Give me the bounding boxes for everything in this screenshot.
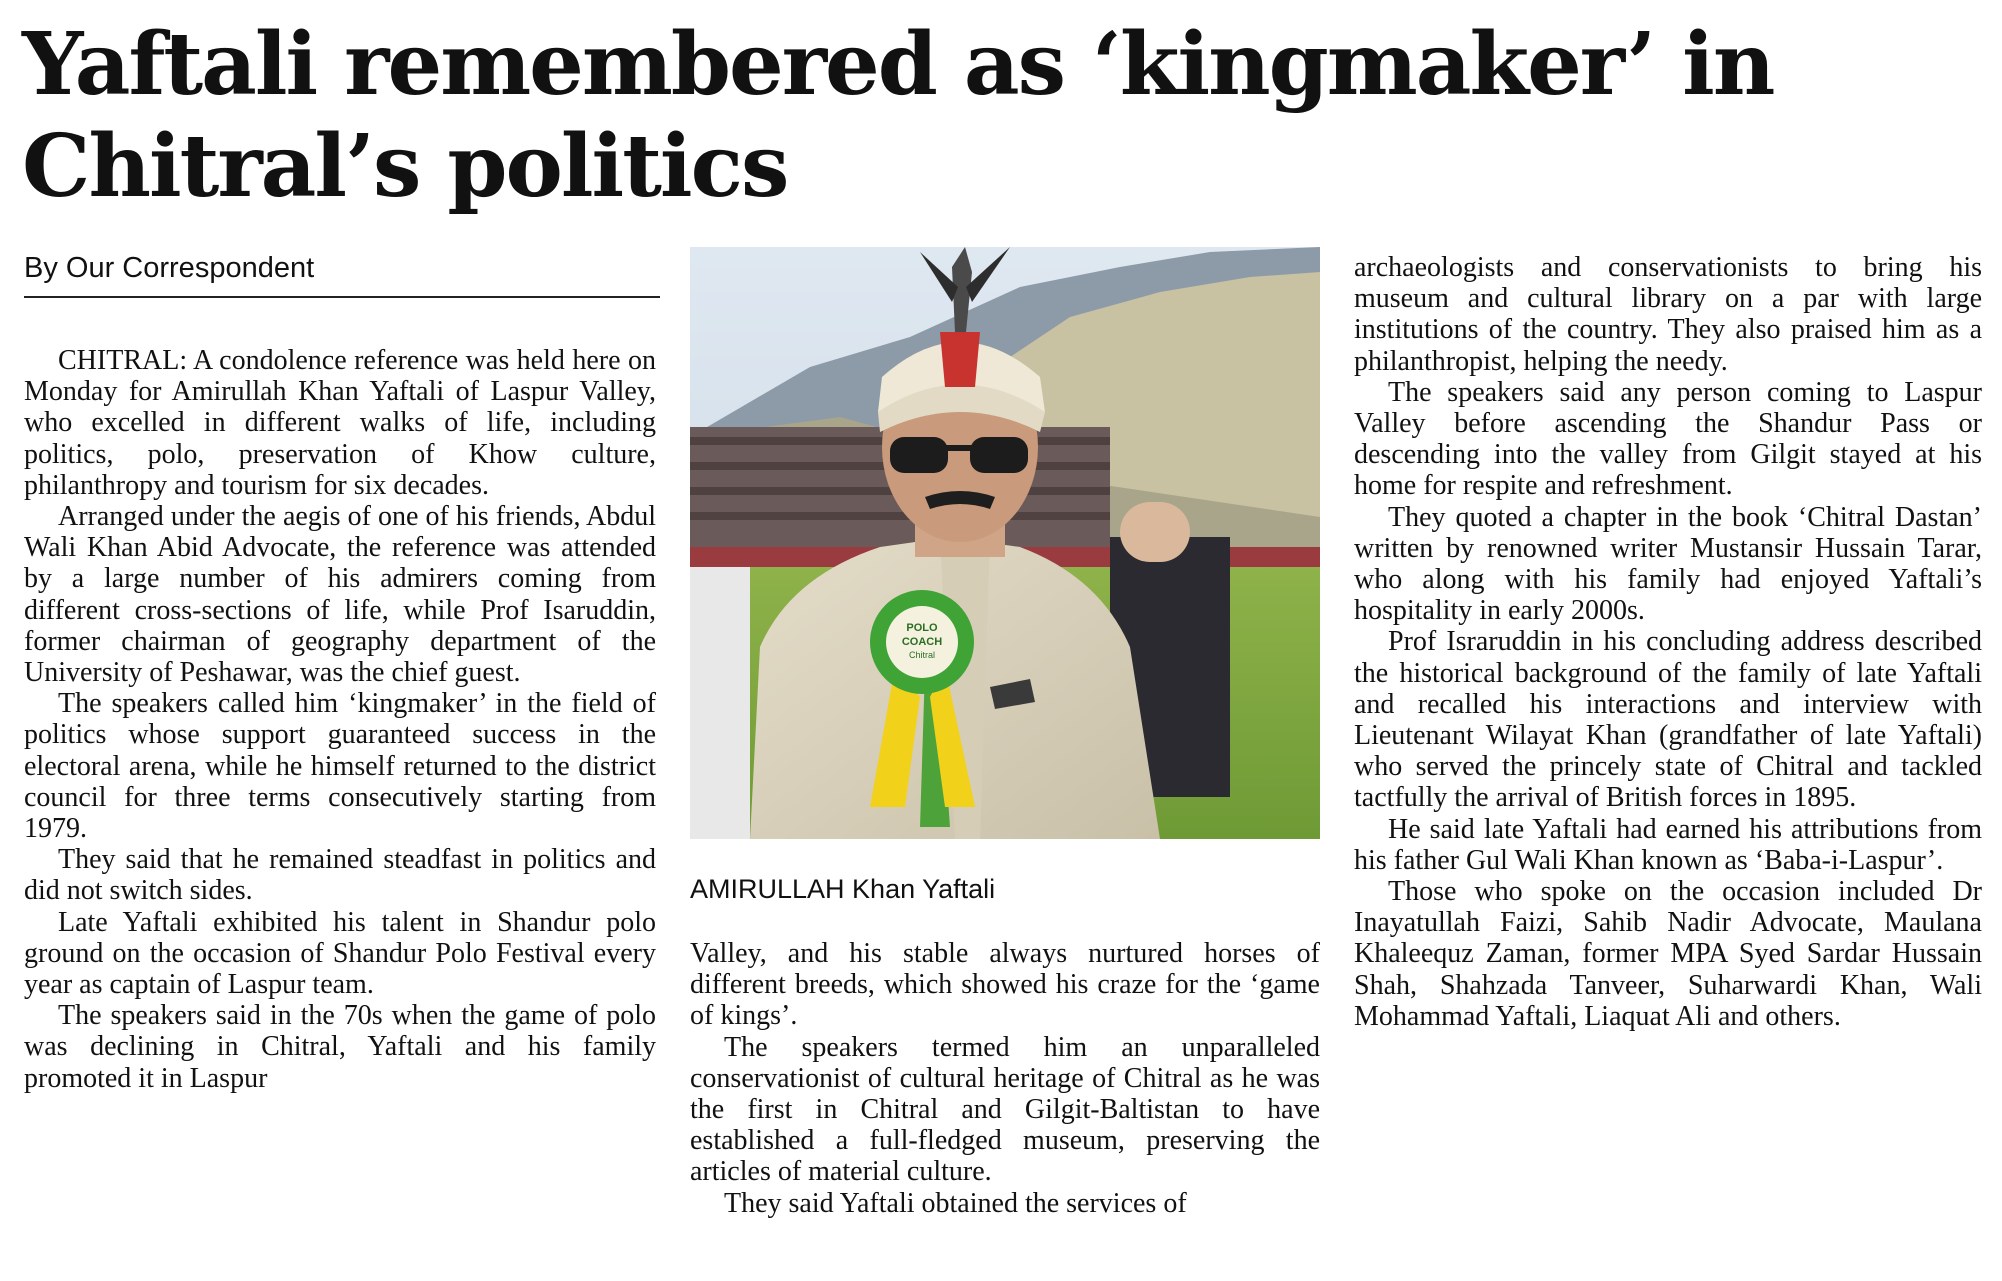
headline: Yaftali remembered as ‘kingmaker’ in Chitral’s politics	[22, 14, 1774, 217]
paragraph: They said Yaftali obtained the services of	[724, 1187, 1187, 1219]
paragraph: The speakers termed him an unparalleled conservationist of cultural heritage of Chitral as he was the first in Chitral and Gilgit-Baltistan to have established a full-fledged museum, preserving the articles of material culture.	[690, 1031, 1320, 1188]
paragraph: archaeologists and conservationists to bring his museum and cultural library on a par with large institutions of the country. They also praised him as a philanthropist, helping the needy.	[1354, 252, 1982, 377]
paragraph: The speakers said any person coming to Laspur Valley before ascending the Shandur Pass or descending into the valley from Gilgit stayed at his home for respite and refreshment.	[1354, 376, 1982, 502]
photo-illustration	[690, 247, 1320, 839]
paragraph: Late Yaftali exhibited his talent in Shandur polo ground on the occasion of Shandur Polo Festival every year as captain of Laspur team.	[24, 906, 656, 1001]
photo-caption: AMIRULLAH Khan Yaftali	[690, 874, 996, 904]
rosette-label-3: Chitral	[908, 650, 936, 660]
rosette-label-2: COACH	[901, 636, 943, 648]
paragraph: Arranged under the aegis of one of his friends, Abdul Wali Khan Abid Advocate, the reference was attended by a large number of his admirers coming from different cross-sections of life, while Prof Isaruddin, former chairman of geography department of the University of Peshawar, was the chief guest.	[24, 501, 656, 689]
paragraph: CHITRAL: A condolence reference was held here on Monday for Amirullah Khan Yaftali of Laspur Valley, who excelled in different walks of life, including politics, polo, preservation of Khow culture, philanthropy and tourism for six decades.	[24, 345, 656, 501]
paragraph: He said late Yaftali had earned his attributions from his father Gul Wali Khan known as ‘Baba-i-Laspur’.	[1354, 813, 1982, 876]
paragraph: The speakers said in the 70s when the game of polo was declining in Chitral, Yaftali and his family promoted it in Laspur	[24, 1000, 656, 1094]
byline: By Our Correspondent	[24, 250, 660, 298]
paragraph: The speakers called him ‘kingmaker’ in the field of politics whose support guaranteed success in the electoral arena, while he himself returned to the district council for three terms consecutively starting from 1979.	[24, 688, 656, 845]
paragraph: They quoted a chapter in the book ‘Chitral Dastan’ written by renowned writer Mustansir Hussain Tarar, who along with his family had enjoyed Yaftali’s hospitality in early 2000s.	[1354, 501, 1982, 627]
rosette-label-1: POLO	[906, 622, 938, 634]
paragraph: Prof Israruddin in his concluding address described the historical background of the family of late Yaftali and recalled his interactions and interview with Lieutenant Wilayat Khan (grandfather of late Yaftali) who served the princely state of Chitral and tackled tactfully the arrival of British forces in 1895.	[1354, 626, 1982, 814]
article-column-2	[690, 938, 1320, 1219]
paragraph: They said that he remained steadfast in politics and did not switch sides.	[24, 844, 656, 907]
article-column-3	[1354, 252, 1982, 1032]
article-column-1	[24, 345, 656, 1094]
paragraph: Valley, and his stable always nurtured horses of different breeds, which showed his craze for the ‘game of kings’.	[690, 938, 1320, 1032]
article-photo	[690, 247, 1320, 839]
paragraph: Those who spoke on the occasion included Dr Inayatullah Faizi, Sahib Nadir Advocate, Maulana Khaleequz Zaman, former MPA Syed Sardar Hussain Shah, Shahzada Tanveer, Suharwardi Khan, Wali Mohammad Yaftali, Liaquat Ali and others.	[1354, 876, 1982, 1032]
